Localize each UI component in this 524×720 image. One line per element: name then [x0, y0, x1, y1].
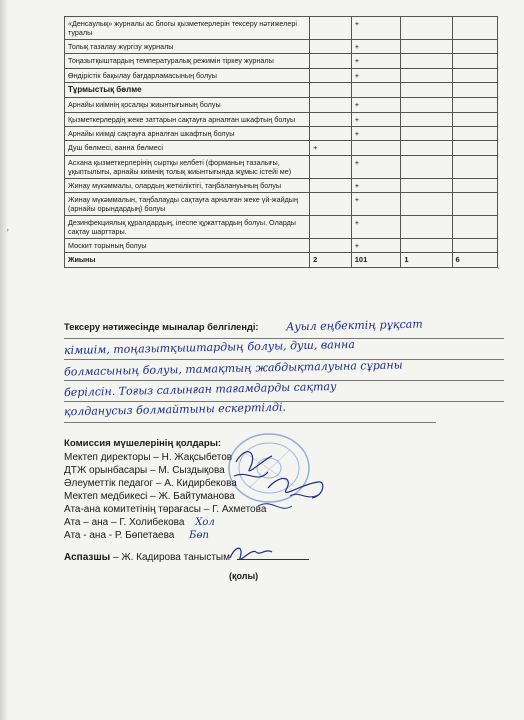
- commission-member: Ата – ана – Г. Холибекова: [64, 517, 185, 528]
- ruled-line: [64, 380, 504, 381]
- commission-member: ДТЖ орынбасары – М. Сыздықова: [64, 465, 225, 476]
- score-cell: [310, 193, 352, 216]
- score-cell: [401, 112, 452, 126]
- ruled-line: [64, 338, 504, 339]
- score-cell: +: [351, 126, 401, 140]
- score-cell: +: [351, 98, 401, 112]
- row-label: Жинау мүкәммалын, таңбалауды сақтауға арналған жеке үй-жайдың (арнайы орындардың) болуы: [65, 193, 310, 216]
- score-cell: [351, 83, 401, 98]
- score-cell: [452, 17, 497, 40]
- score-cell: +: [351, 17, 401, 40]
- score-cell: +: [351, 193, 401, 216]
- score-cell: +: [351, 178, 401, 192]
- table-total-row: [65, 253, 498, 267]
- ruled-line: [64, 422, 436, 423]
- score-cell: [401, 54, 452, 68]
- table-row: [65, 141, 498, 155]
- signature-caption: (қолы): [229, 571, 259, 581]
- total-cell: 101: [351, 253, 401, 267]
- score-cell: [401, 40, 452, 54]
- handwritten-finding-line: Ауыл еңбектің рұқсат: [285, 317, 423, 334]
- score-cell: +: [351, 239, 401, 253]
- score-cell: [310, 112, 352, 126]
- total-cell: 1: [401, 253, 452, 267]
- handwritten-initials: Бөп: [189, 530, 209, 541]
- score-cell: [452, 239, 497, 253]
- score-cell: [452, 40, 497, 54]
- handwritten-initials: Хол: [195, 517, 215, 528]
- score-cell: +: [310, 141, 352, 155]
- ruled-line: [64, 359, 504, 360]
- score-cell: [452, 112, 497, 126]
- score-cell: [452, 126, 497, 140]
- row-label: «Денсаулық» журналы ас блогы қызметкерлерін тексеру нәтижелері туралы: [65, 17, 310, 40]
- score-cell: [452, 178, 497, 192]
- score-cell: [401, 216, 452, 239]
- total-cell: 6: [452, 253, 497, 267]
- score-cell: [310, 155, 352, 178]
- commission-member: Әлеуметтік педагог – А. Кидирбекова: [64, 478, 237, 489]
- score-cell: [310, 17, 352, 40]
- score-cell: +: [351, 216, 401, 239]
- table-row: [65, 98, 498, 112]
- score-cell: [452, 216, 497, 239]
- row-label: Душ бөлмесі, ванна бөлмесі: [65, 141, 310, 155]
- table-row: [65, 68, 498, 82]
- handwritten-finding-line: берілсін. Тоғыз салынған тағамдарды сақтау: [63, 379, 337, 400]
- handwritten-finding-line: кімшім, тоңазытқыштардың болуы, душ, ванна: [63, 337, 355, 358]
- score-cell: [401, 17, 452, 40]
- handwritten-finding-line: қолданусыз болмайтыны ескертілді.: [63, 400, 287, 419]
- score-cell: [351, 141, 401, 155]
- score-cell: [310, 98, 352, 112]
- score-cell: [452, 68, 497, 82]
- score-cell: [401, 193, 452, 216]
- table-row: [65, 54, 498, 68]
- cook-signature: [226, 540, 276, 566]
- row-label: Асхана қызметкерлерінің сыртқы келбеті (форманың тазалығы, ұқыптылығы, арнайы киімнің толық жиынтығында жұмыс істейі ме): [65, 155, 310, 178]
- cook-label: Аспазшы: [64, 552, 111, 563]
- score-cell: [452, 98, 497, 112]
- table-row: [65, 17, 498, 40]
- score-cell: [401, 141, 452, 155]
- score-cell: +: [351, 40, 401, 54]
- margin-mark: ʼ: [6, 228, 10, 239]
- table-row: [65, 216, 498, 239]
- commission-member: Ата - ана - Р. Бөпетаева: [64, 530, 175, 541]
- row-label: Тұрмыстық бөлме: [65, 83, 310, 98]
- handwritten-finding-line: болмасының болуы, тамақтың жабдықталуына сұраны: [63, 358, 403, 379]
- row-label: Тоңазытқыштардың температуралық режимін тіркеу журналы: [65, 54, 310, 68]
- row-label: Жинау мүкәммалы, олардың жеткіліктігі, таңбалануының болуы: [65, 178, 310, 192]
- score-cell: [401, 178, 452, 192]
- margin-mark: ·: [497, 264, 501, 275]
- score-cell: +: [351, 112, 401, 126]
- score-cell: [452, 155, 497, 178]
- table-row: [65, 178, 498, 192]
- score-cell: [310, 68, 352, 82]
- row-label: Қызметкерлердің жеке заттарын сақтауға арналған шкафтың болуы: [65, 112, 310, 126]
- table-row: [65, 126, 498, 140]
- commission-heading: Комиссия мүшелерінің қолдары:: [64, 438, 222, 449]
- score-cell: [310, 54, 352, 68]
- score-cell: +: [351, 54, 401, 68]
- scan-edge-shadow: [0, 0, 8, 720]
- table-row: [65, 112, 498, 126]
- score-cell: [401, 98, 452, 112]
- score-cell: +: [351, 155, 401, 178]
- score-cell: [310, 83, 352, 98]
- score-cell: [310, 216, 352, 239]
- row-label: Толық тазалау жүргізу журналы: [65, 40, 310, 54]
- inspection-checklist-table: [64, 16, 498, 268]
- score-cell: [452, 54, 497, 68]
- table-section-row: [65, 83, 498, 98]
- score-cell: [452, 83, 497, 98]
- table-row: [65, 193, 498, 216]
- total-label: Жиыны: [65, 253, 310, 267]
- row-label: Өндірістік бақылау бағдарламасының болуы: [65, 68, 310, 82]
- total-cell: 2: [310, 253, 352, 267]
- score-cell: [310, 239, 352, 253]
- findings-label: Тексеру нәтижесінде мыналар белгіленді:: [64, 322, 259, 332]
- score-cell: [401, 83, 452, 98]
- score-cell: [401, 155, 452, 178]
- row-label: Арнайы киімнің қосалқы жиынтығының болуы: [65, 98, 310, 112]
- score-cell: [310, 126, 352, 140]
- ruled-line: [64, 401, 504, 402]
- score-cell: [310, 40, 352, 54]
- row-label: Москит торының болуы: [65, 239, 310, 253]
- cook-text: – Ж. Кадирова таныстым: [113, 552, 230, 563]
- score-cell: [401, 68, 452, 82]
- table-row: [65, 155, 498, 178]
- score-cell: [401, 239, 452, 253]
- score-cell: +: [351, 68, 401, 82]
- score-cell: [452, 193, 497, 216]
- handwritten-signatures: [228, 440, 338, 522]
- commission-member: Мектеп медбикесі – Ж. Байтуманова: [64, 491, 235, 502]
- score-cell: [401, 126, 452, 140]
- score-cell: [452, 141, 497, 155]
- score-cell: [310, 178, 352, 192]
- commission-member: Мектеп директоры – Н. Жақсыбетов: [64, 452, 233, 463]
- table-row: [65, 40, 498, 54]
- row-label: Дезинфекциялық құралдардың, ілеспе құжаттардың болуы. Оларды сақтау шарттары.: [65, 216, 310, 239]
- commission-member: Ата-ана комитетінің төрағасы – Г. Ахметова: [64, 504, 267, 515]
- row-label: Арнайы киімді сақтауға арналған шкафтың болуы: [65, 126, 310, 140]
- table-row: [65, 239, 498, 253]
